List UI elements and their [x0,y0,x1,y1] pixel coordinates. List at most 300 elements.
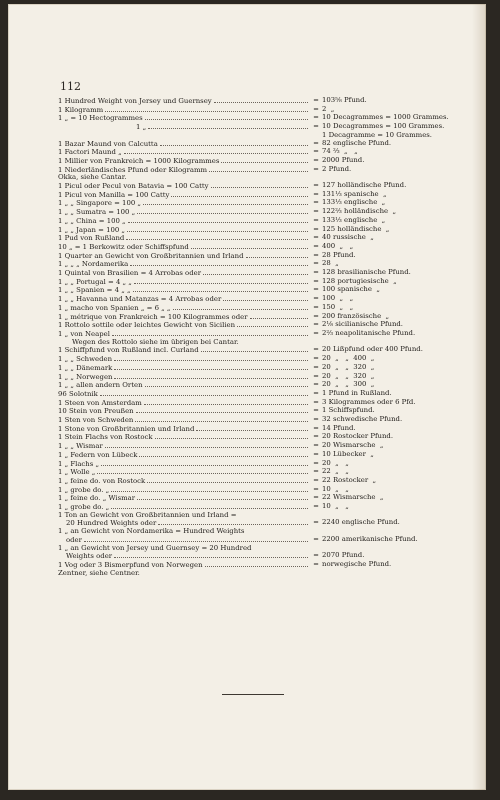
equals-sign: = [313,164,319,173]
leader-dots [112,330,308,336]
equivalent-value: 10 Lübecker „ [322,449,374,458]
table-row [58,330,468,339]
unit-description [58,123,310,132]
unit-description [58,114,310,123]
unit-label: 20 Hundred Weights oder [66,519,157,528]
equivalent-value: 133⅓ englische „ [322,198,386,207]
unit-description [58,416,310,425]
unit-label: oder [66,535,82,544]
unit-label: 1 Quarter an Gewicht von Großbritannien und Irland [58,251,244,260]
equivalent-value: 1 Pfund in Rußland. [322,388,392,397]
unit-description [58,570,310,578]
leader-dots [130,260,308,266]
equals-sign: = [313,138,319,147]
leader-dots [211,182,308,188]
leader-dots [97,468,308,474]
table-row [58,364,468,373]
unit-label: 1 Picul von Manilla = 100 Catty [58,190,170,199]
table-row [58,278,468,287]
unit-description [58,364,310,373]
unit-description [58,260,310,269]
page-number: 112 [60,80,81,93]
equivalent-value: 22 „ „ [322,467,349,476]
equals-sign: = [313,311,319,320]
equivalent-value: 103⅝ Pfund. [322,96,367,104]
unit-description [58,486,310,495]
unit-label: 1 Niederländisches Pfund oder Kilogramm [58,165,208,174]
unit-label: 1 „ „ Spanien = 4 „ „ [58,286,131,295]
equivalent-value: 150 „ „ [322,302,354,311]
unit-label: 1 Rottolo sottile oder leichtes Gewicht von Sicilien [58,321,236,330]
equivalent-value: 28 Pfund. [322,250,356,259]
equals-sign: = [313,250,319,259]
unit-description [58,519,310,528]
equals-sign: = [313,96,319,104]
leader-dots [114,364,308,370]
unit-description [58,433,310,442]
leader-dots [111,503,308,509]
leader-dots [100,390,308,396]
unit-description [58,355,310,364]
table-row [58,552,468,561]
unit-description [58,460,310,469]
leader-dots [147,477,308,483]
equivalent-value: 128 brasilianische Pfund. [322,268,411,277]
table-row [58,433,468,442]
leader-dots [114,355,308,361]
leader-dots [105,442,308,448]
equals-sign: = [313,155,319,164]
table-row [58,157,468,166]
equivalent-value: 20 Lißpfund oder 400 Pfund. [322,345,423,354]
leader-dots [223,295,308,301]
equivalent-value: 128 portugiesische „ [322,276,397,285]
leader-dots [209,166,308,172]
unit-label: 1 „ [136,123,147,132]
equals-sign: = [313,467,319,476]
unit-label: 1 „ „ Dänemark [58,363,113,372]
equals-sign: = [313,189,319,198]
unit-label: 1 „ von Neapel [58,329,110,338]
unit-label: 1 „ grobe do. „ [58,485,110,494]
equivalent-value: 28 „ [322,259,339,268]
unit-description [58,477,310,486]
unit-label: 1 Hundred Weight von Jersey und Guernsey [58,97,212,105]
unit-label: 96 Solotnik [58,389,98,398]
unit-description [58,346,310,355]
equivalent-value: 1 Schiffspfund. [322,406,375,415]
table-row [58,460,468,469]
leader-dots [114,373,308,379]
leader-dots [124,148,308,154]
equals-sign: = [313,388,319,397]
leader-dots [158,519,308,525]
unit-label: 1 Pud von Rußland [58,234,125,243]
unit-description [58,468,310,477]
table-row [58,346,468,355]
equals-sign: = [313,406,319,415]
unit-label: 1 „ „ Singapore = 100 „ [58,199,141,208]
equals-sign: = [313,371,319,380]
table-row [58,486,468,495]
unit-label: Zentner, siehe Centner. [58,569,140,577]
equals-sign: = [313,380,319,389]
unit-label: 1 „ Wolle „ [58,468,96,477]
unit-description [58,321,310,330]
table-row [58,399,468,408]
table-row [58,512,468,520]
equivalent-value: 20 „ „ 400 „ [322,354,375,363]
equivalent-value: 2 „ [322,104,335,113]
unit-description [58,106,310,115]
equivalent-value: 14 Pfund. [322,423,356,432]
unit-description [58,174,310,182]
unit-description [58,503,310,512]
table-row [58,132,468,140]
unit-label: 1 „ métrique von Frankreich = 100 Kilogrammes oder [58,312,248,321]
table-row [58,373,468,382]
unit-description [58,399,310,408]
table-row [58,536,468,545]
leader-dots [246,252,308,258]
unit-label: 10 „ = 1 Berkowitz oder Schiffspfund [58,242,189,251]
unit-label: 1 Millier von Frankreich = 1000 Kilogrammes [58,156,220,165]
equivalent-value: 10 „ „ [322,502,349,511]
unit-description [58,390,310,399]
leader-dots [160,140,308,146]
unit-label: 1 Sten von Schweden [58,416,134,425]
unit-label: 1 „ „ Norwegen [58,372,113,381]
equals-sign: = [313,104,319,113]
equivalent-value: 74 ⅔ „ „ [322,147,358,156]
equivalent-value: 3 Kilogrammes oder 6 Pfd. [322,397,416,406]
unit-label: 1 Ton an Gewicht von Großbritannien und Irland = [58,511,237,519]
unit-label: 1 „ feine do. „ Wismar [58,494,136,503]
table-row [58,226,468,235]
unit-description [58,528,310,536]
table-row [58,97,468,106]
leader-dots [203,269,308,275]
table-row [58,442,468,451]
equivalent-value: 200 französische „ [322,311,390,320]
table-row [58,494,468,503]
equivalent-value: 2⅛ sicilianische Pfund. [322,320,403,329]
leader-dots [155,433,308,439]
equals-sign: = [313,181,319,190]
unit-label: 1 „ feine do. von Rostock [58,476,146,485]
unit-label: 1 „ „ Japan = 100 „ [58,225,125,234]
table-row [58,425,468,434]
unit-description [58,234,310,243]
unit-description [58,451,310,460]
unit-label: Wegen des Rottolo siehe im übrigen bei Cantar. [72,338,239,346]
equivalent-value: 40 russische „ [322,233,374,242]
unit-label: 1 „ an Gewicht von Nordamerika = Hundred Weights [58,528,245,536]
equivalent-value: 2070 Pfund. [322,551,365,560]
leader-dots [111,486,308,492]
unit-description [58,442,310,451]
equals-sign: = [313,122,319,131]
unit-label: 1 Factori Maund „ [58,148,122,157]
leader-dots [133,286,308,292]
table-row [58,381,468,390]
equals-sign: = [313,518,319,527]
unit-description [58,313,310,322]
equivalent-value: 2 Pfund. [322,164,352,173]
table-row [58,561,468,570]
unit-label: 1 Stone von Großbritannien und Irland [58,424,195,433]
leader-dots [196,425,308,431]
table-row [58,295,468,304]
unit-label: 1 „ grobe do. „ [58,503,110,512]
unit-description [58,199,310,208]
unit-description [58,148,310,157]
equals-sign: = [313,432,319,441]
unit-description [58,243,310,252]
leader-dots [221,157,308,163]
unit-description [58,182,310,191]
equivalent-value: 20 Rostocker Pfund. [322,432,394,441]
equals-sign: = [313,320,319,329]
leader-dots [126,234,308,240]
unit-label: 1 „ „ Schweden [58,355,113,364]
unit-description [58,552,310,561]
unit-description [58,208,310,217]
table-row [58,416,468,425]
unit-label: Okka, siehe Cantar. [58,174,127,182]
end-rule [222,694,284,695]
equivalent-value: 20 „ „ 320 „ [322,371,375,380]
table-row [58,407,468,416]
equals-sign: = [313,224,319,233]
unit-description [58,269,310,278]
unit-label: 1 Kilogramm [58,105,104,114]
leader-dots [137,208,308,214]
equivalent-value: 100 „ „ [322,294,354,303]
unit-label: 1 Steen von Amsterdam [58,398,142,407]
unit-description [58,381,310,390]
table-row [58,570,468,578]
table-row [58,234,468,243]
table-row [58,468,468,477]
equals-sign: = [313,241,319,250]
equivalent-value: 100 spanische „ [322,285,380,294]
equivalent-value: norwegische Pfund. [322,559,392,568]
equals-sign: = [313,534,319,543]
equivalent-value: 20 „ „ 320 „ [322,362,375,371]
unit-label: 1 „ „ Havanna und Matanzas = 4 Arrobas oder [58,295,222,304]
unit-label: Weights oder [66,552,113,561]
table-row [58,208,468,217]
table-row [58,243,468,252]
leader-dots [139,451,308,457]
equivalent-value: 20 Wismarsche „ [322,441,384,450]
unit-label: 1 „ „ Portugal = 4 „ „ [58,277,132,286]
unit-description [58,278,310,287]
equals-sign: = [313,559,319,568]
unit-label: 1 „ „ „ Nordamerika [58,260,129,269]
weights-table [58,97,468,577]
leader-dots [134,278,308,284]
table-row [58,545,468,553]
table-row [58,477,468,486]
table-row [58,199,468,208]
equivalent-value: 1 Decagramme = 10 Grammes. [322,130,432,139]
equals-sign: = [313,423,319,432]
leader-dots [136,407,308,413]
leader-dots [143,199,308,205]
equals-sign: = [313,294,319,303]
unit-description [58,536,310,545]
equivalent-value: 400 „ „ [322,241,354,250]
equivalent-value: 2240 englische Pfund. [322,518,400,527]
equals-sign: = [313,362,319,371]
equals-sign: = [313,207,319,216]
equals-sign: = [313,415,319,424]
unit-description [58,512,310,520]
unit-description [58,97,310,106]
equals-sign: = [313,113,319,122]
equivalent-value: 22 Wismarsche „ [322,493,384,502]
leader-dots [201,346,308,352]
unit-description [58,561,310,570]
table-row [58,355,468,364]
equivalent-value: 133⅓ englische „ [322,215,386,224]
unit-label: 1 Stein Flachs von Rostock [58,433,153,442]
unit-description [58,407,310,416]
unit-label: 1 „ „ allen andern Orten [58,381,143,390]
table-row [58,166,468,175]
table-row [58,451,468,460]
unit-description [58,373,310,382]
equivalent-value: 32 schwedische Pfund. [322,415,403,424]
equals-sign: = [313,215,319,224]
equals-sign: = [313,276,319,285]
unit-label: 1 Quintal von Brasilien = 4 Arrobas oder [58,269,201,278]
table-row [58,191,468,200]
document-page [8,4,486,790]
table-row [58,286,468,295]
equivalent-value: 122⅔ holländische „ [322,207,397,216]
leader-dots [145,381,308,387]
equals-sign: = [313,233,319,242]
unit-description [58,157,310,166]
leader-dots [127,226,308,232]
unit-label: 10 Stein von Preußen [58,407,134,416]
table-row [58,269,468,278]
unit-description [58,339,310,347]
leader-dots [137,494,308,500]
equals-sign: = [313,458,319,467]
equals-sign: = [313,551,319,560]
equivalent-value: 125 holländische „ [322,224,390,233]
unit-description [58,286,310,295]
table-row [58,252,468,261]
leader-dots [114,552,308,558]
table-row [58,519,468,528]
unit-label: 1 „ Federn von Lübeck [58,450,138,459]
unit-label: 1 Vog oder 3 Bismerpfund von Norwegen [58,560,203,569]
equals-sign: = [313,397,319,406]
leader-dots [144,399,308,405]
leader-dots [101,460,308,466]
leader-dots [145,114,308,120]
equivalent-value: 22 Rostocker „ [322,475,377,484]
leader-dots [173,304,309,310]
unit-description [58,140,310,149]
leader-dots [205,561,308,567]
equivalent-value: 2000 Pfund. [322,155,365,164]
leader-dots [250,313,309,319]
equals-sign: = [313,354,319,363]
leader-dots [191,243,308,249]
table-row [58,304,468,313]
equivalent-value: 131⅓ spanische „ [322,189,387,198]
unit-description [58,304,310,313]
equals-sign: = [313,345,319,354]
equals-sign: = [313,484,319,493]
equals-sign: = [313,268,319,277]
unit-label: 1 Picul oder Pecul von Batavia = 100 Catty [58,182,209,191]
equals-sign: = [313,449,319,458]
leader-dots [171,191,308,197]
unit-description [58,545,310,553]
equivalent-value: 20 „ „ 300 „ [322,380,375,389]
equivalent-value: 10 Decagrammes = 1000 Grammes. [322,113,449,122]
equals-sign: = [313,198,319,207]
table-row [58,313,468,322]
unit-description [58,191,310,200]
equals-sign: = [313,285,319,294]
unit-description [58,330,310,339]
leader-dots [128,217,308,223]
unit-label: 1 Schiffpfund von Rußland incl. Curland [58,346,199,355]
unit-label: 1 „ „ China = 100 „ [58,216,126,225]
unit-description [58,217,310,226]
equivalent-value: 127 holländische Pfund. [322,181,407,190]
unit-label: 1 „ „ Wismar [58,442,103,451]
unit-description [58,166,310,175]
unit-label: 1 Bazar Maund von Calcutta [58,139,158,148]
unit-description [58,226,310,235]
equals-sign: = [313,502,319,511]
equivalent-value: 10 „ „ [322,484,349,493]
table-row [58,182,468,191]
table-row [58,503,468,512]
equals-sign: = [313,441,319,450]
leader-dots [237,321,308,327]
table-row [58,217,468,226]
leader-dots [84,536,308,542]
equivalent-value: 2⅔ neapolitanische Pfund. [322,328,416,337]
equivalent-value: 82 englische Pfund. [322,138,392,147]
equivalent-value: 20 „ „ [322,458,349,467]
unit-description [58,494,310,503]
unit-label: 1 „ Flachs „ [58,459,100,468]
equals-sign: = [313,302,319,311]
equivalent-value: 10 Decagrammes = 100 Grammes. [322,122,445,131]
unit-description [58,295,310,304]
unit-label: 1 „ „ Sumatra = 100 „ [58,208,136,217]
table-row [58,148,468,157]
unit-label: 1 „ = 10 Hectogrammes [58,114,143,123]
equals-sign: = [313,147,319,156]
leader-dots [135,416,308,422]
equals-sign: = [313,328,319,337]
equals-sign: = [313,475,319,484]
leader-dots [148,123,308,129]
equals-sign: = [313,493,319,502]
